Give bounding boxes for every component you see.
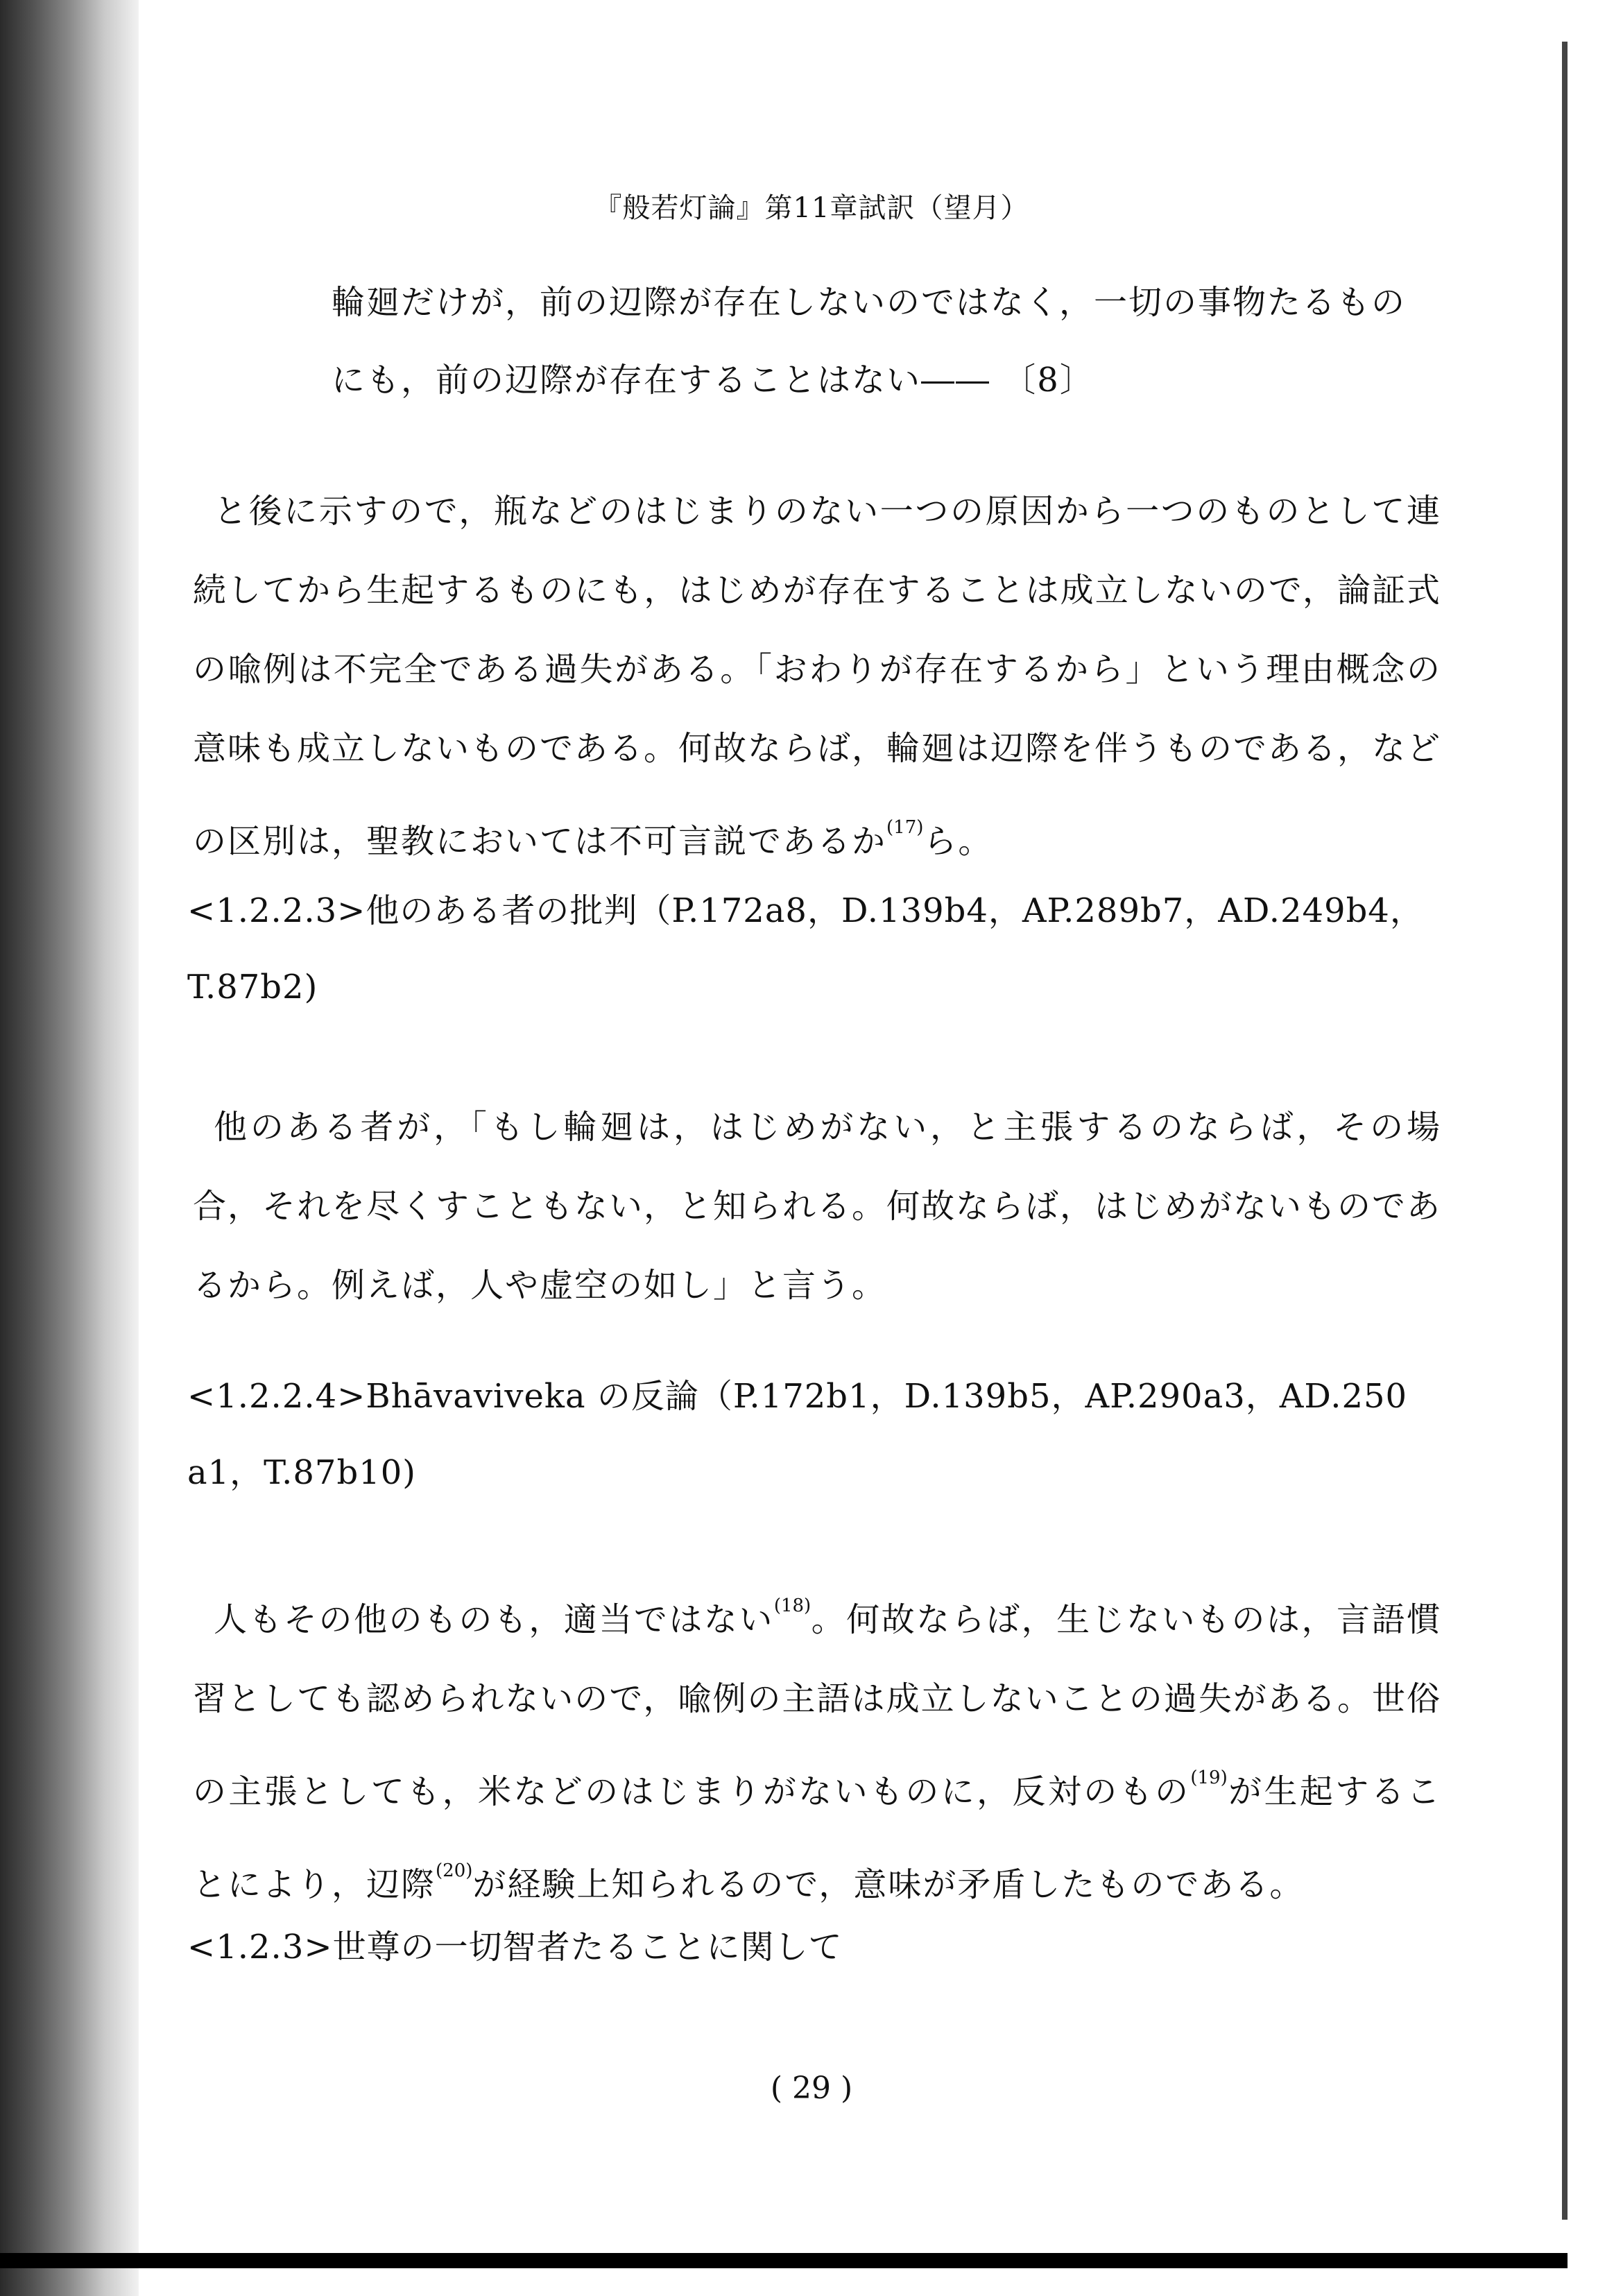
section-heading-1-2-2-4-line1: <1.2.2.4>Bhāvaviveka の反論（P.172b1，D.139b5，AP.290a3，AD.250 — [187, 1377, 1408, 1416]
section-heading-1-2-2-3-line1: <1.2.2.3>他のある者の批判（P.172a8，D.139b4，AP.289b7，AD.249b4， — [187, 891, 1424, 930]
paragraph-3-text-d: が経験上知られるので，意味が矛盾したものである。 — [472, 1865, 1305, 1904]
footnote-marker-20: (20) — [436, 1860, 473, 1881]
paragraph-2 — [193, 1088, 1441, 1325]
verse-quote — [332, 264, 1427, 419]
section-heading-1-2-2-3-line2: T.87b2) — [187, 968, 318, 1006]
paragraph-3 — [193, 1566, 1441, 1924]
footnote-marker-17: (17) — [886, 817, 924, 838]
section-heading-1-2-2-4-line2: a1，T.87b10) — [187, 1453, 416, 1492]
verse-line-2: にも，前の辺際が存在することはない―― 〔8〕 — [332, 361, 1094, 400]
paragraph-3-text-b: 。何故ならば，生じないものは，言語慣習としても認められないので，喩例の主語は成立しないことの過失がある。世俗の主張としても，米などのはじまりがないものに，反対のもの — [193, 1600, 1441, 1811]
paragraph-1 — [193, 472, 1441, 881]
section-heading-1-2-2-3 — [187, 873, 1443, 1025]
scan-edge-right — [1562, 42, 1568, 2220]
footnote-marker-18: (18) — [773, 1595, 812, 1616]
section-heading-1-2-2-4 — [187, 1358, 1443, 1511]
paragraph-1-end: ら。 — [923, 822, 993, 861]
section-heading-1-2-3: <1.2.3>世尊の一切智者たることに関して — [187, 1928, 843, 1967]
paragraph-2-text: 他のある者が，「もし輪廻は，はじめがない，と主張するのならば，その場合，それを尽くすこともない，と知られる。何故ならば，はじめがないものであるから。例えば，人や虚空の如し」と言う。 — [193, 1108, 1442, 1305]
paragraph-3-text-c: が生起することにより，辺際 — [193, 1772, 1441, 1904]
scan-edge-bottom — [0, 2253, 1568, 2268]
verse-line-1: 輪廻だけが，前の辺際が存在しないのではなく，一切の事物たるもの — [332, 283, 1407, 322]
paragraph-3-text-a: 人もその他のものも，適当ではない — [214, 1600, 774, 1639]
running-header: 『般若灯論』第11章試訳（望月） — [594, 192, 1029, 224]
scan-shadow-left — [0, 0, 139, 2296]
paragraph-1-text: と後に示すので，瓶などのはじまりのない一つの原因から一つのものとして連続してから生起するものにも，はじめが存在することは成立しないので，論証式の喩例は不完全である過失がある。「おわりが存在するから」という理由概念の意味も成立しないものである。何故ならば，輪廻は辺際を伴うものである，などの区別は，聖教においては不可言説であるか — [193, 492, 1442, 861]
page-number: ( 29 ) — [770, 2071, 853, 2106]
footnote-marker-19: (19) — [1190, 1767, 1228, 1788]
